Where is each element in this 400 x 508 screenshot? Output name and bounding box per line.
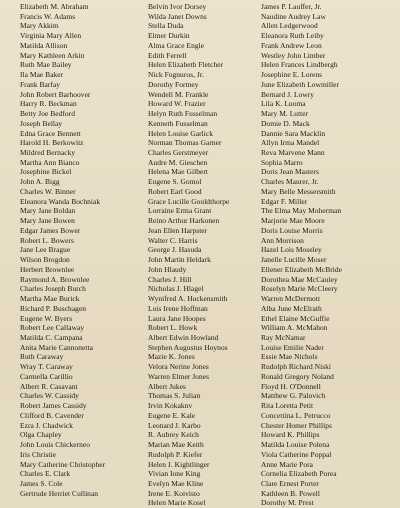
list-item: Edgar James Bower bbox=[20, 225, 81, 235]
list-item: Carmella Carillio bbox=[20, 371, 73, 381]
list-item: Matilda C. Campana bbox=[20, 332, 83, 342]
list-item: Louise Emilie Nader bbox=[261, 342, 324, 352]
list-item: Robert Earl Good bbox=[148, 186, 202, 196]
list-item: Olga Chapley bbox=[20, 430, 62, 440]
list-item: Eugene W. Byers bbox=[20, 313, 73, 323]
list-item: Dannie Sara Macklin bbox=[261, 128, 326, 138]
list-item: Harry R. Beckman bbox=[20, 99, 77, 109]
list-item: Wynifred A. Hockensmith bbox=[148, 294, 228, 304]
list-item: Concettina L. Petrucco bbox=[261, 410, 331, 420]
list-item: James P. Lauffer, Jr. bbox=[261, 2, 322, 11]
list-item: Evelyn Mae Kline bbox=[148, 478, 204, 488]
list-item: Martha Mae Burick bbox=[20, 294, 80, 304]
list-item: Stephen Augustus Hoynos bbox=[148, 342, 228, 352]
list-item: Ray McNamar bbox=[261, 332, 306, 342]
list-item: Anita Marie Cannonetta bbox=[20, 342, 93, 352]
list-item: Ruth Mae Bailey bbox=[20, 60, 72, 70]
list-item: Albert Jukes bbox=[148, 381, 186, 391]
list-item: Howard K. Phillips bbox=[261, 430, 320, 440]
list-item: Charles Maurer, Jr. bbox=[261, 177, 319, 187]
list-item: Elmer Durkin bbox=[148, 31, 190, 41]
list-item: Joseph Bellay bbox=[20, 118, 63, 128]
list-item: Albert Edwin Howland bbox=[148, 332, 219, 342]
list-item: The Elma May Moherman bbox=[261, 206, 342, 216]
list-item: Ronald Gregory Noland bbox=[261, 371, 334, 381]
list-item: Charles W. Binner bbox=[20, 186, 76, 196]
list-item: Mary Kathleen Arkin bbox=[20, 50, 85, 60]
list-item: John Louis Chickerneo bbox=[20, 440, 91, 450]
list-item: Helena Mae Gilbert bbox=[148, 167, 208, 177]
list-item: Mary Jane Boldan bbox=[20, 206, 76, 216]
list-item: Helyn Ruth Fusselman bbox=[148, 109, 218, 119]
list-item: Eleanora Wanda Bochniak bbox=[20, 196, 101, 206]
list-item: Reino Arthur Harkonen bbox=[148, 216, 220, 226]
list-item: Grace Lucille Gouldthorpe bbox=[148, 196, 230, 206]
list-item: Ruth Caraway bbox=[20, 352, 64, 362]
list-item: Rudolph P. Kiefer bbox=[148, 449, 203, 459]
list-item: Frank Andrew Leon bbox=[261, 40, 322, 50]
list-item: Naudine Audrey Law bbox=[261, 11, 326, 21]
list-item: Stella Duda bbox=[148, 21, 184, 31]
list-item: Marian Mae Keith bbox=[148, 440, 204, 450]
list-item: Chester Homer Phillips bbox=[261, 420, 332, 430]
list-item: Josephine E. Lorens bbox=[261, 70, 323, 80]
list-item: Charles J. Hill bbox=[148, 274, 192, 284]
list-item: Howard W. Frazier bbox=[148, 99, 206, 109]
list-item: Janelle Lucille Moser bbox=[261, 255, 327, 265]
list-item: John Martin Heldark bbox=[148, 255, 211, 265]
list-item: Eugene E. Kale bbox=[148, 410, 196, 420]
list-item: Martha Ann Bianco bbox=[20, 157, 80, 167]
list-item: James S. Cole bbox=[20, 478, 63, 488]
list-item: Lois Irene Hoffman bbox=[148, 303, 208, 313]
list-item: Charles Joseph Burch bbox=[20, 284, 86, 294]
list-item: Matilda Allison bbox=[20, 40, 68, 50]
list-item: R. Aubrey Keich bbox=[148, 430, 199, 440]
list-item: Warren McDermott bbox=[261, 294, 321, 304]
list-item: Domie D. Mack bbox=[261, 118, 310, 128]
list-item: Alma Grace Engle bbox=[148, 40, 205, 50]
list-item: Albert R. Casavant bbox=[20, 381, 78, 391]
list-item: Edgar F. Miller bbox=[261, 196, 308, 206]
list-item: Ann Morrison bbox=[261, 235, 304, 245]
list-item: Thomas S. Julian bbox=[148, 391, 201, 401]
list-item: Mildred Bernacky bbox=[20, 148, 76, 158]
name-column-3 bbox=[261, 2, 397, 508]
list-item: Matthew G. Palovich bbox=[261, 391, 326, 401]
list-item: Wilson Brogdon bbox=[20, 255, 70, 265]
list-item: Nicholas J. Hlagel bbox=[148, 284, 204, 294]
list-item: Irene E. Koivisto bbox=[148, 488, 200, 498]
list-item: Mary M. Lutter bbox=[261, 109, 309, 119]
list-item: Ila Mae Baker bbox=[20, 70, 64, 80]
list-item: Dorothea Mae McCauley bbox=[261, 274, 338, 284]
list-item: Robert Lee Callaway bbox=[20, 323, 85, 333]
list-item: Vivian Ione King bbox=[148, 469, 201, 479]
list-item: Reva Marvene Mann bbox=[261, 148, 325, 158]
list-item: Doris Jean Masters bbox=[261, 167, 319, 177]
list-item: Wilda Janet Downs bbox=[148, 11, 207, 21]
list-item: Kenneth Fusselman bbox=[148, 118, 208, 128]
list-item: Iris Christie bbox=[20, 449, 56, 459]
list-item: Belvin Ivor Dorsey bbox=[148, 2, 207, 11]
list-item: Eleanora Ruth Leiby bbox=[261, 31, 324, 41]
list-item: Clare Ernest Porter bbox=[261, 478, 319, 488]
list-item: June Elizabeth Lowmiller bbox=[261, 79, 340, 89]
list-item: Gertrude Herriet Cullinan bbox=[20, 488, 99, 498]
list-item: Mazie K. Jones bbox=[148, 352, 195, 362]
list-item: Bernard J. Lowry bbox=[261, 89, 315, 99]
name-column-1 bbox=[20, 2, 160, 498]
list-item: Mary Jane Bowen bbox=[20, 216, 75, 226]
list-item: Matilda Louise Polena bbox=[261, 440, 330, 450]
list-item: Essie Mae Nichols bbox=[261, 352, 318, 362]
list-item: Warren Elmer Jones bbox=[148, 371, 210, 381]
list-item: William A. McMahon bbox=[261, 323, 328, 333]
list-item: Walter C. Harris bbox=[148, 235, 198, 245]
list-item: Ethel Elaine McGuffie bbox=[261, 313, 330, 323]
list-item: Ellener Elizabeth McBride bbox=[261, 264, 342, 274]
list-item: Mary Belle Messersmith bbox=[261, 186, 336, 196]
list-item: Lorraine Erma Grant bbox=[148, 206, 212, 216]
list-item: Rudolph Richard Niski bbox=[261, 362, 332, 372]
list-item: Edna Grace Bennett bbox=[20, 128, 81, 138]
list-item: Cornelia Elizabeth Porea bbox=[261, 469, 337, 479]
list-item: Velora Nerine Jones bbox=[148, 362, 209, 372]
list-item: Clifford B. Cavender bbox=[20, 410, 84, 420]
list-item: Marjorie Mae Moore bbox=[261, 216, 325, 226]
list-item: Helen Louise Garlick bbox=[148, 128, 214, 138]
list-item: Charles Gerstmeyer bbox=[148, 148, 209, 158]
list-item: Dorothy Fortney bbox=[148, 79, 199, 89]
list-item: John A. Bigg bbox=[20, 177, 60, 187]
list-item: Alba June McElrath bbox=[261, 303, 322, 313]
list-item: Helen Elizabeth Fletcher bbox=[148, 60, 224, 70]
list-item: Elizabeth M. Abraham bbox=[20, 2, 89, 11]
list-item: Audre M. Gieschen bbox=[148, 157, 208, 167]
list-item: Viola Catherine Poppal bbox=[261, 449, 332, 459]
list-item: Rita Loretta Petit bbox=[261, 401, 314, 411]
list-item: Edith Ferrell bbox=[148, 50, 187, 60]
list-item: Josephine Bickel bbox=[20, 167, 72, 177]
list-item: Harold H. Berkowitz bbox=[20, 138, 84, 148]
list-item: Wray T. Caraway bbox=[20, 362, 73, 372]
list-item: Helen Marie Kosel bbox=[148, 498, 206, 508]
list-item: Norman Thomas Garner bbox=[148, 138, 222, 148]
list-item: Roselyn Marie McCleery bbox=[261, 284, 338, 294]
list-item: Westley John Limber bbox=[261, 50, 326, 60]
list-item: Mary Akkim bbox=[20, 21, 59, 31]
list-item: Doris Louise Morris bbox=[261, 225, 323, 235]
list-item: George J. Hasuda bbox=[148, 245, 202, 255]
list-item: Mary Catherine Christopher bbox=[20, 459, 106, 469]
list-item: Francis W. Adams bbox=[20, 11, 76, 21]
list-item: Jane Lee Brague bbox=[20, 245, 71, 255]
list-item: Robert L. Bowers bbox=[20, 235, 74, 245]
list-item: Irvin Kokaknv bbox=[148, 401, 193, 411]
list-item: Eugene S. Gomol bbox=[148, 177, 202, 187]
list-item: Charles W. Cassidy bbox=[20, 391, 79, 401]
list-item: Charles E. Clark bbox=[20, 469, 71, 479]
list-item: Kathleen B. Powell bbox=[261, 488, 320, 498]
list-item: John Robert Barhoover bbox=[20, 89, 91, 99]
list-item: Robert James Cassidy bbox=[20, 401, 87, 411]
list-item: Dorothy M. Prest bbox=[261, 498, 314, 508]
list-item: Wendell M. Frankle bbox=[148, 89, 209, 99]
list-item: Betty Joe Bedford bbox=[20, 109, 75, 119]
list-item: Richard P. Buschagen bbox=[20, 303, 87, 313]
list-item: Allyn Irma Mandel bbox=[261, 138, 320, 148]
list-item: Nick Fognuros, Jr. bbox=[148, 70, 204, 80]
list-item: Lila K. Luoma bbox=[261, 99, 306, 109]
list-item: Allen Ledgerwood bbox=[261, 21, 318, 31]
list-item: Robert L. Howk bbox=[148, 323, 198, 333]
list-item: Jean Ellen Harpster bbox=[148, 225, 208, 235]
list-item: John Hlaudy bbox=[148, 264, 187, 274]
list-item: Helen J. Kightlinger bbox=[148, 459, 210, 469]
list-item: Helen Frances Lindbergh bbox=[261, 60, 338, 70]
list-item: Leonard J. Karbo bbox=[148, 420, 201, 430]
list-item: Raymond A. Brownlee bbox=[20, 274, 90, 284]
list-item: Floyd H. O'Donnell bbox=[261, 381, 321, 391]
list-item: Sophia Marro bbox=[261, 157, 303, 167]
list-item: Virginia Mary Allen bbox=[20, 31, 82, 41]
list-item: Ezra J. Chadwick bbox=[20, 420, 74, 430]
list-item: Anne Marie Pora bbox=[261, 459, 313, 469]
list-item: Frank Barfay bbox=[20, 79, 61, 89]
list-item: Laura Jane Hoopes bbox=[148, 313, 206, 323]
list-item: Herbert Brownlee bbox=[20, 264, 75, 274]
list-item: Hazel Lois Moseley bbox=[261, 245, 322, 255]
